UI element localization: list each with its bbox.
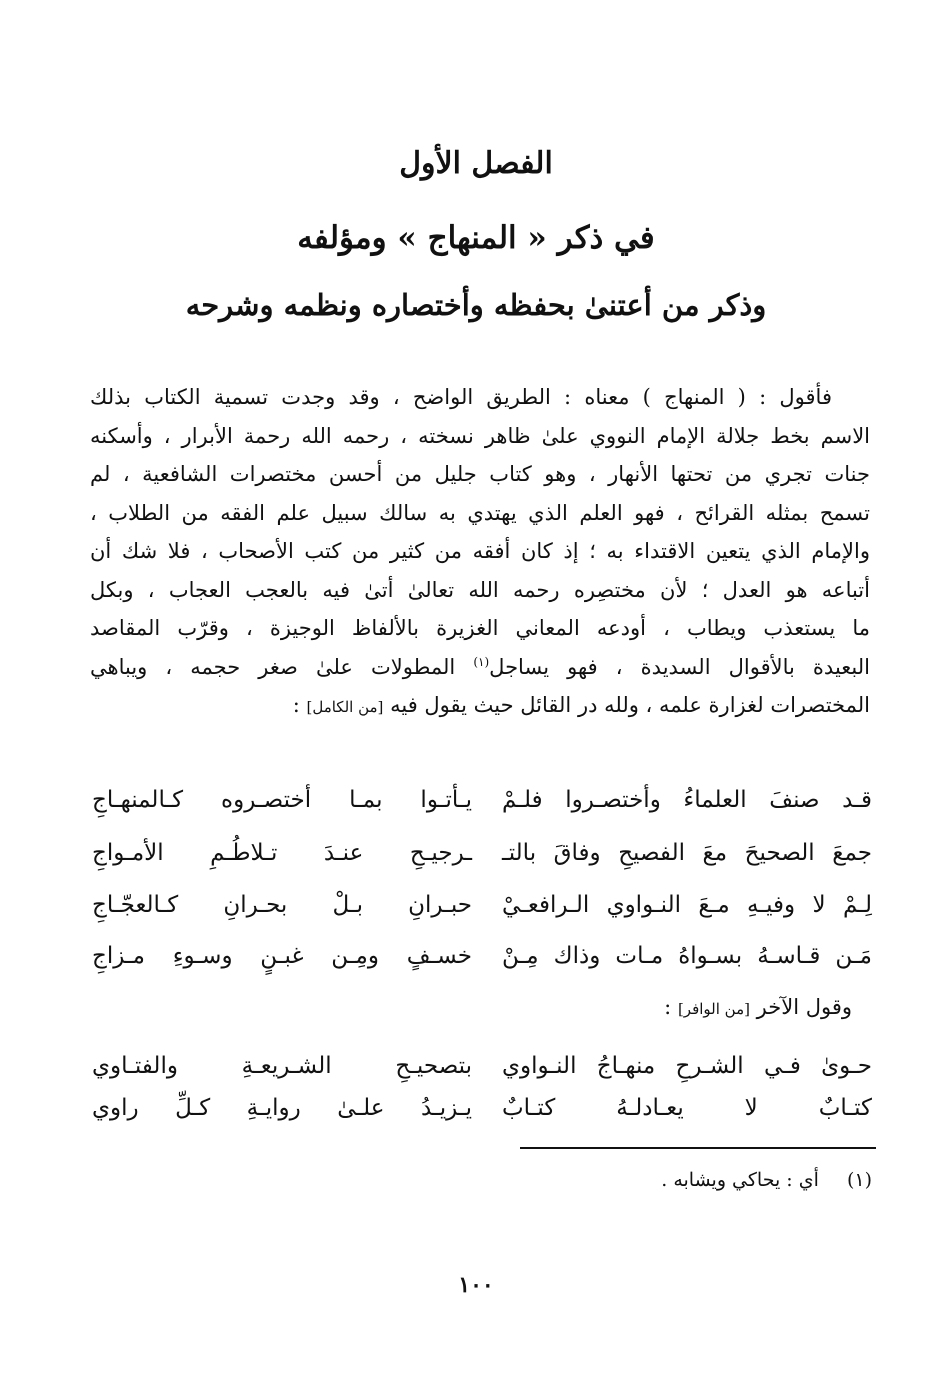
verse-second-hemistich: ـرجيـحِ عنـدَ تـلاطُـمِ الأمـواجِ bbox=[92, 840, 472, 866]
poem-verse bbox=[92, 933, 872, 979]
page-number: ١٠٠ bbox=[458, 1272, 494, 1298]
meter-tag: [من الوافر] bbox=[677, 1000, 750, 1018]
verse-second-hemistich: حبـرانِ بـلْ بحـرانِ كـالعجّـاجِ bbox=[92, 892, 472, 918]
body-line: والإمام الذي يتعين الاقتداء به ؛ إذ كان أفقه من كثير من كتب الأصحاب ، فلا شك أن bbox=[90, 539, 870, 563]
body-line-footnoted bbox=[90, 648, 870, 687]
body-line: أتباعه هو العدل ؛ لأن مختصِره رحمه الله تعالىٰ أتىٰ فيه بالعجب العجاب ، وبكل bbox=[90, 577, 870, 602]
verse-first-hemistich: قـد صنفَ العلماءُ وأختصـروا فلـمْ bbox=[502, 787, 872, 813]
verse-second-hemistich: بتصحيـحِ الشـريعـةِ والفتـاوي bbox=[92, 1053, 472, 1079]
body-line: فأقول : ( المنهاج ) معناه : الطريق الواضح ، وقد وجدت تسمية الكتاب بذلك bbox=[90, 385, 832, 409]
footnote-ref[interactable]: (١) bbox=[473, 654, 490, 669]
poem-verse bbox=[92, 830, 872, 876]
verse-first-hemistich: جمعَ الصحيحَ معَ الفصيحِ وفاقَ بالتـ bbox=[502, 840, 872, 866]
verse-first-hemistich: حـوىٰ فـي الشـرحِ منهـاجُ النـواوي bbox=[502, 1053, 872, 1079]
verse-second-hemistich: خسـفٍ ومِـن غبـنٍ وسـوءِ مـزاجِ bbox=[92, 943, 472, 969]
body-line: تسمح بمثله القرائح ، فهو العلم الذي يهتدي به سالك سبيل علم الفقه من الطلاب ، bbox=[90, 500, 870, 525]
verse-second-hemistich: يـزيـدُ علـىٰ روايـةِ كـلِّ راوي bbox=[92, 1095, 472, 1121]
footnote bbox=[661, 1163, 872, 1197]
poem2-intro bbox=[664, 990, 852, 1026]
body-line-part: المختصرات لغزارة علمه ، ولله در القائل حيث يقول فيه bbox=[390, 693, 870, 717]
body-line-last bbox=[90, 686, 870, 725]
poem2-intro-text: وقول الآخر bbox=[756, 995, 852, 1019]
footnote-text: أي : يحاكي ويشابه . bbox=[661, 1169, 819, 1191]
verse-first-hemistich: كتـابٌ لا يعـادلـهُ كتـابٌ bbox=[502, 1095, 872, 1121]
poem-verse bbox=[92, 1085, 872, 1131]
body-line-part: المطولات علىٰ صغر حجمه ، ويباهي bbox=[90, 654, 456, 679]
meter-tag: [من الكامل] bbox=[306, 698, 384, 716]
colon: : bbox=[664, 995, 672, 1019]
poem-verse bbox=[92, 882, 872, 928]
body-line: الاسم بخط جلالة الإمام النووي علىٰ ظاهر نسخته ، رحمه الله رحمة الأبرار ، وأسكنه bbox=[90, 423, 870, 448]
verse-first-hemistich: لِـمْ لا وفيـهِ مـعَ النـواوي الـرافعـيْ bbox=[502, 892, 872, 918]
footnote-divider bbox=[520, 1147, 876, 1149]
chapter-title: الفصل الأول bbox=[399, 146, 553, 181]
footnote-number: (١) bbox=[846, 1169, 872, 1191]
body-paragraph bbox=[90, 378, 870, 725]
verse-second-hemistich: يـأتـوا بمـا أختصـروه كـالمنهـاجِ bbox=[92, 787, 472, 813]
poem-verse bbox=[92, 777, 872, 823]
colon: : bbox=[292, 693, 300, 717]
chapter-subtitle-2: وذكر من أعتنىٰ بحفظه وأختصاره ونظمه وشرحه bbox=[185, 288, 767, 322]
body-line-part: البعيدة بالأقوال السديدة ، فهو يساجل bbox=[489, 654, 870, 679]
body-line: ما يستعذب ويطاب ، أودعه المعاني الغزيرة بالألفاظ الوجيزة ، وقرّب المقاصد bbox=[90, 616, 871, 640]
verse-first-hemistich: مَـن قـاسـهُ بسـواهُ مـات وذاك مِـنْ bbox=[502, 943, 872, 969]
body-line: جنات تجري من تحتها الأنهار ، وهو كتاب جليل من أحسن مختصرات الشافعية ، لم bbox=[90, 462, 870, 486]
poem-verse bbox=[92, 1043, 872, 1089]
chapter-subtitle: في ذكر « المنهاج » ومؤلفه bbox=[297, 220, 655, 256]
